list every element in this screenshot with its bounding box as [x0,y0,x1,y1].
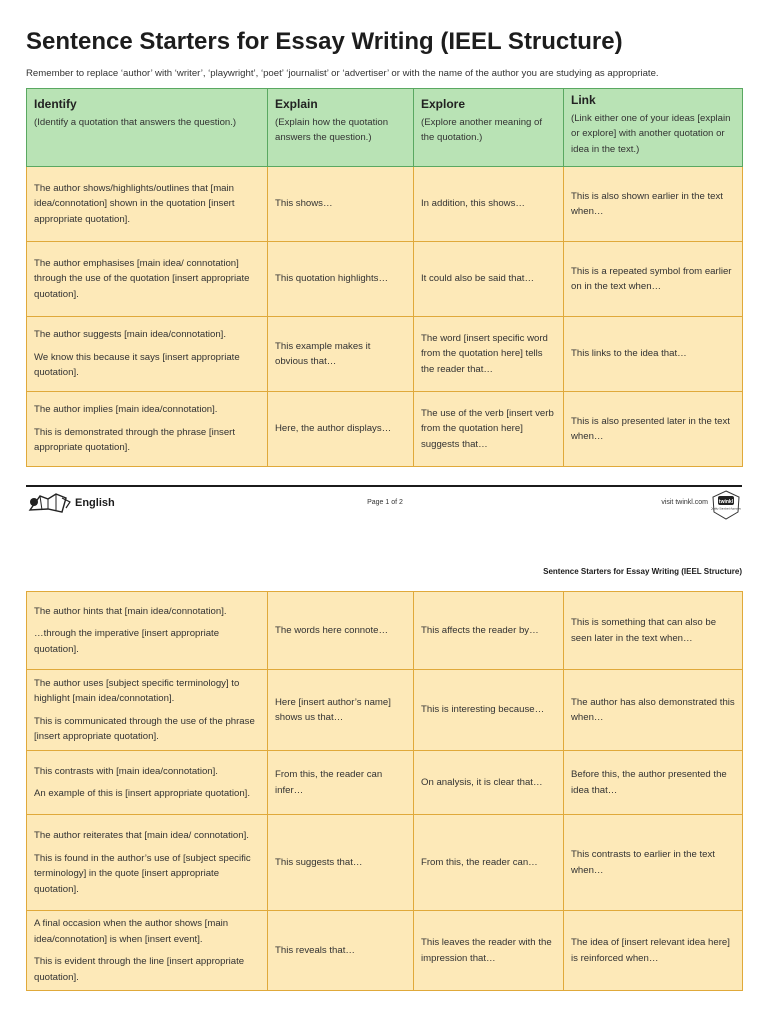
identify-sentence: The author hints that [main idea/connotation]. [34,605,227,617]
header-title: Link [571,93,596,107]
identify-sentence: The author shows/highlights/outlines that [main idea/connotation] shown in the quotation [insert appropriate quotation]. [34,182,235,225]
identify-sentence: The author reiterates that [main idea/ connotation]. [34,830,249,841]
identify-sentence: The author implies [main idea/connotation]. [34,404,218,416]
cell-explore: This leaves the reader with the impression that… [414,911,564,991]
cell-link: The idea of [insert relevant idea here] is reinforced when… [564,911,743,991]
subject-label: English [75,497,115,509]
cell-explain: This shows… [268,167,414,242]
header-explain [268,89,414,167]
cell-link: This is also shown earlier in the text when… [564,167,743,242]
cell-link: This is something that can also be seen later in the text when… [564,592,743,670]
cell-explain: This example makes it obvious that… [268,317,414,392]
header-desc: (Identify a quotation that answers the question.) [34,116,237,128]
table-row [27,242,743,317]
table-row [27,670,743,751]
page-number: Page 1 of 2 [367,499,403,506]
header-desc: (Link either one of your ideas [explain or explore] with another quotation or idea in the text.) [571,112,731,155]
cell-explain: This reveals that… [268,911,414,991]
table-row [27,592,743,670]
cell-explore: The word [insert specific word from the quotation here] tells the reader that… [414,317,564,392]
identify-sentence: This contrasts with [main idea/connotation]. [34,765,218,777]
ieel-table-page-1 [26,88,743,467]
header-row [27,89,743,167]
identify-sentence: This is evident through the line [insert appropriate quotation]. [34,956,245,983]
table-row [27,815,743,911]
cell-link: This is also presented later in the text when… [564,392,743,467]
table-row [27,392,743,467]
cell-identify [27,242,268,317]
identify-sentence: We know this because it says [insert appropriate quotation]. [34,351,240,379]
header-title: Explore [421,97,466,111]
cell-explore: The use of the verb [insert verb from the quotation here] suggests that… [414,392,564,467]
instruction-note: Remember to replace ‘author’ with ‘writer’, ‘playwright’, ‘poet’ ‘journalist’ or ‘advertiser’ or with the name of the author you are studying as appropriate. [26,68,659,79]
twinkl-english-logo-icon [26,490,72,516]
identify-sentence: A final occasion when the author shows [main idea/connotation] is when [insert event]. [34,918,229,945]
cell-explore: On analysis, it is clear that… [414,751,564,815]
cell-link: Before this, the author presented the idea that… [564,751,743,815]
identify-sentence: The author suggests [main idea/connotation]. [34,329,226,341]
page-title: Sentence Starters for Essay Writing (IEEL Structure) [26,28,623,55]
badge-subtext: Quality Standard Approved [711,507,741,511]
identify-sentence: This is found in the author’s use of [subject specific terminology] in the quote [insert appropriate quotation]. [34,852,251,895]
table-row [27,317,743,392]
identify-sentence: An example of this is [insert appropriate quotation]. [34,788,250,799]
cell-explain: This quotation highlights… [268,242,414,317]
identify-sentence: The author emphasises [main idea/ connotation] through the use of the quotation [insert appropriate quotation]. [34,257,250,300]
header-link [564,89,743,167]
cell-identify [27,392,268,467]
cell-explore: From this, the reader can… [414,815,564,911]
cell-link: This is a repeated symbol from earlier on in the text when… [564,242,743,317]
cell-link: The author has also demonstrated this when… [564,670,743,751]
cell-explore: This affects the reader by… [414,592,564,670]
cell-explain: The words here connote… [268,592,414,670]
header-title: Explain [275,97,318,111]
cell-explore: This is interesting because… [414,670,564,751]
table-row [27,167,743,242]
cell-explain: Here [insert author’s name] shows us that… [268,670,414,751]
identify-sentence: …through the imperative [insert appropriate quotation]. [34,628,220,655]
ieel-table-page-2 [26,591,743,991]
cell-explain: This suggests that… [268,815,414,911]
header-desc: (Explore another meaning of the quotation.) [421,116,543,143]
twinkl-quality-badge-icon [711,490,741,520]
page-2-running-header: Sentence Starters for Essay Writing (IEEL Structure) [543,567,742,576]
identify-sentence: The author uses [subject specific terminology] to highlight [main idea/connotation]. [34,677,240,704]
header-desc: (Explain how the quotation answers the question.) [275,116,389,143]
cell-identify [27,751,268,815]
cell-identify [27,815,268,911]
cell-explore: It could also be said that… [414,242,564,317]
cell-identify [27,911,268,991]
cell-identify [27,167,268,242]
cell-explore: In addition, this shows… [414,167,564,242]
cell-link: This contrasts to earlier in the text when… [564,815,743,911]
header-explore [414,89,564,167]
footer-divider [26,485,742,487]
cell-identify [27,317,268,392]
cell-identify [27,670,268,751]
identify-sentence: This is communicated through the use of the phrase [insert appropriate quotation]. [34,715,255,742]
cell-explain: From this, the reader can infer… [268,751,414,815]
cell-link: This links to the idea that… [564,317,743,392]
header-identify [27,89,268,167]
header-title: Identify [34,97,77,111]
identify-sentence: This is demonstrated through the phrase [insert appropriate quotation]. [34,426,236,454]
cell-identify [27,592,268,670]
cell-explain: Here, the author displays… [268,392,414,467]
table-row [27,911,743,991]
table-row [27,751,743,815]
site-link[interactable]: visit twinkl.com [661,499,708,506]
badge-brand: twinkl [718,499,734,505]
